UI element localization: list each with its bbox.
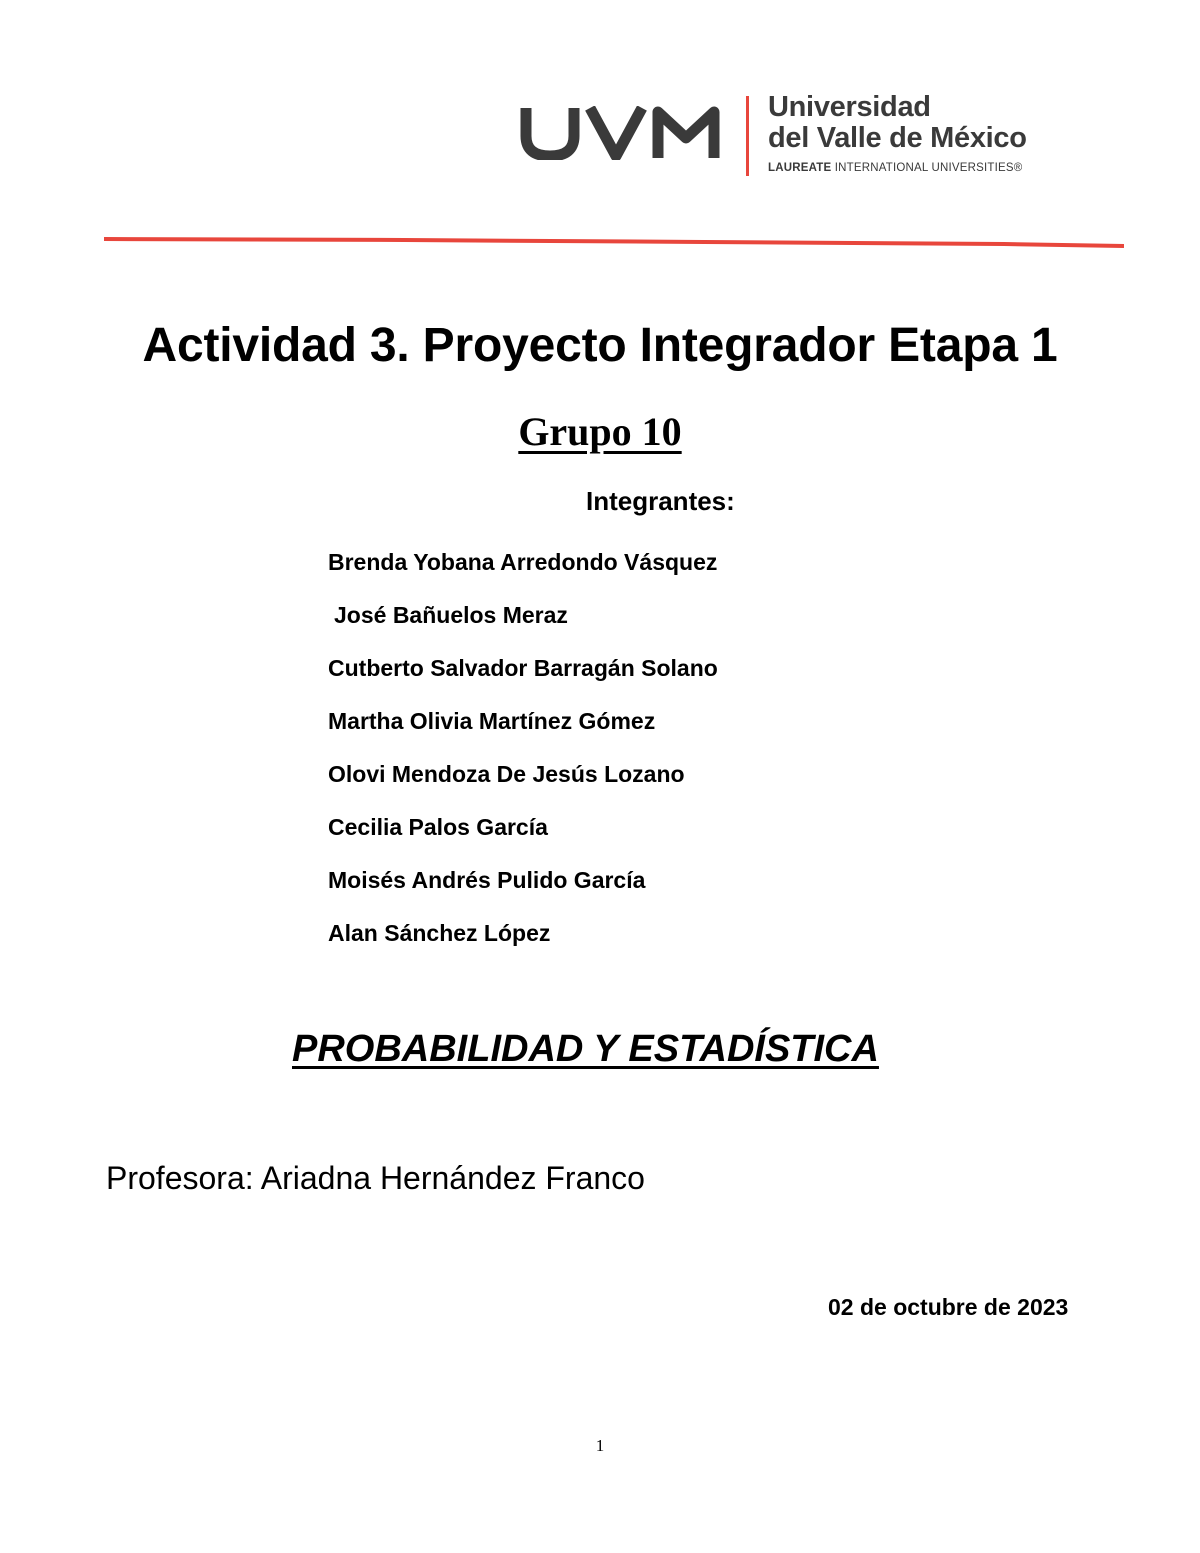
members-label: Integrantes:	[586, 486, 735, 516]
professor-line: Profesora: Ariadna Hernández Franco	[106, 1160, 645, 1196]
member-name: Martha Olivia Martínez Gómez	[328, 708, 656, 734]
page-number: 1	[595, 1436, 605, 1455]
group-label: Grupo 10	[518, 409, 682, 454]
member-name: Cutberto Salvador Barragán Solano	[328, 655, 718, 681]
uvm-logo-mark	[520, 106, 730, 160]
member-name: Cecilia Palos García	[328, 814, 548, 840]
logo-divider	[746, 96, 749, 176]
logo-line-universidad: Universidad	[768, 91, 931, 123]
header-red-rule	[104, 234, 1124, 250]
subject-title: PROBABILIDAD Y ESTADÍSTICA	[292, 1028, 879, 1070]
member-name: José Bañuelos Meraz	[334, 602, 568, 628]
member-name: Moisés Andrés Pulido García	[328, 867, 646, 893]
logo-line-del-valle: del Valle de México	[768, 122, 1027, 154]
uvm-logo	[520, 92, 1040, 184]
members-list	[328, 546, 718, 970]
logo-wordmark	[768, 92, 1027, 174]
logo-line-laureate: LAUREATE INTERNATIONAL UNIVERSITIES®	[768, 162, 1023, 174]
member-name: Brenda Yobana Arredondo Vásquez	[328, 549, 718, 575]
member-name: Alan Sánchez López	[328, 920, 551, 946]
member-name: Olovi Mendoza De Jesús Lozano	[328, 761, 685, 787]
group-heading	[0, 408, 1200, 455]
document-date: 02 de octubre de 2023	[828, 1294, 1069, 1320]
document-title: Actividad 3. Proyecto Integrador Etapa 1	[142, 319, 1058, 372]
